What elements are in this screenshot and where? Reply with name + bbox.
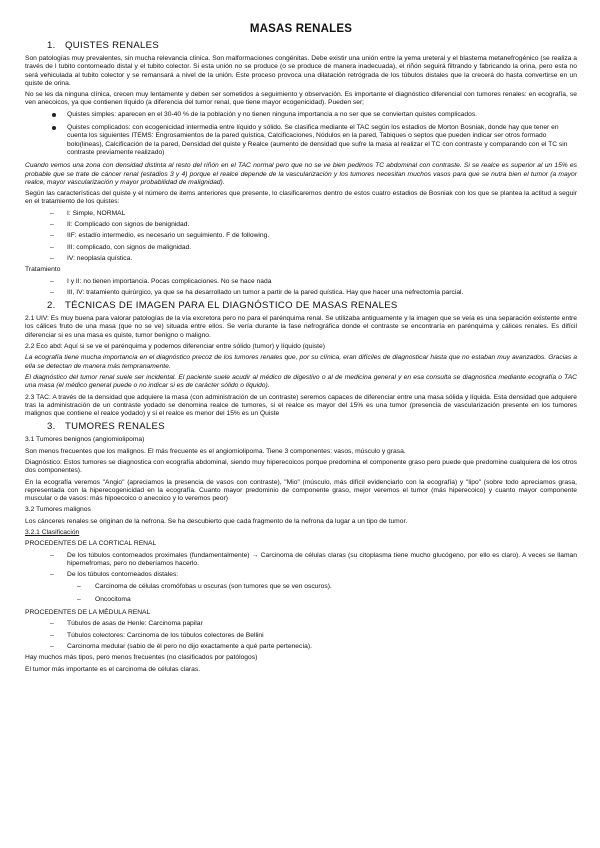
list-item: Quistes simples: aparecen en el 30-40 % de la población y no tienen ninguna importancia a no ser que se conviertan quistes complicados. xyxy=(25,111,577,119)
bosniak-stages-list xyxy=(25,210,577,263)
medular-heading: PROCEDENTES DE LA MÉDULA RENAL xyxy=(25,609,151,617)
subsection-title: 3.1 Tumores benignos (angiomiolipoma) xyxy=(25,436,145,444)
paragraph: El tumor más importante es el carcinoma de células claras. xyxy=(25,665,201,673)
list-item: – IV: neoplasia quística. xyxy=(25,255,577,263)
section-number: 3. xyxy=(47,421,56,433)
distal-list xyxy=(25,583,577,605)
paragraph: La ecografía tiene mucha importancia en el diagnóstico precoz de los tumores renales que, por su clínica, eran difíciles de diagnosticar hasta que no estaban muy avanzados. Gracias a ella se detectan de manera más tempranamente. xyxy=(25,354,577,370)
section-number: 1. xyxy=(47,40,56,51)
list-item: – De los túbulos contorneados proximales (fundamentalmente) → Carcinoma de células claras (su citoplasma tiene mucho glucógeno, por ello es claro). A veces se llaman hipernefromas, pero no deberíamos hacerlo. xyxy=(25,552,577,569)
list-item: – I: Simple, NORMAL xyxy=(25,210,577,218)
list-item: Quistes complicados: con ecogenicidad intermedia entre líquido y sólido. Se clasifica mediante el TAC según los estadios de Morton Bosniak, donde hay que tener en cuenta los siguientes ITEMS: Engrosamientos de la pared quística, Calcificaciones, Nódulos en la pared, Tabiques o septos que pueden indicar ser otros formado bolo(lineas), Calcificación de la pared, Densidad del quiste y Realce (aumento de densidad que sufre la masa al realizar el TC con contraste y comparando con el TC sin contraste previamente realizado) xyxy=(25,124,577,157)
medular-list xyxy=(25,620,577,651)
section-heading-tecnicas xyxy=(25,300,577,312)
subsection-title: 3.2.1 Clasificación xyxy=(25,529,80,537)
document-title: MASAS RENALES xyxy=(249,23,353,35)
section-number: 2. xyxy=(47,300,56,312)
section-heading-quistes xyxy=(25,40,577,52)
list-item: – Carcinoma medular (sabio de él pero no dijo exactamente a qué parte pertenecía). xyxy=(25,643,577,651)
paragraph: En la ecografía veremos "Angio" (apreciamos la presencia de vasos con contraste), "Mio" (músculo, más difícil evidenciarlo con la ecografía) y "lipo" (sobre todo apreciamos grasa, representada con la hiperecogenicidad en la ecografía. Cuanto mayor predominio de componente graso, mejor veremos el tumor (más hiperecoico) y cuanto mayor componente muscular o de vasos: más hipoecoico o anecoico y lo veremos peor) xyxy=(25,478,577,503)
list-item: – Túbulos de asas de Henle: Carcinoma papilar xyxy=(25,620,577,628)
treatment-label: Tratamiento xyxy=(25,266,61,274)
cyst-types-list xyxy=(25,111,577,157)
cortical-heading: PROCEDENTES DE LA CORTICAL RENAL xyxy=(25,540,157,548)
list-item: – Carcinoma de células cromófobas u oscuras (son tumores que se ven oscuros). xyxy=(25,583,577,591)
paragraph: Cuando vemos una zona con densidad distinta al resto del riñón en el TAC normal pero que no se ve bien pedimos TC abdominal con contraste. Si se realce es superior al un 15% es probable que se trate de cáncer renal (estadios 3 y 4) porque el realce depende de la vascularización y los tumores necesitan muchos vasos para que se nutra bien el tumor (a mayor realce, mayor vascularización y mayor probabilidad de malignidad). xyxy=(25,162,577,186)
list-item xyxy=(25,571,577,604)
section-heading-text: TUMORES RENALES xyxy=(65,421,165,433)
paragraph: Los cánceres renales se originan de la nefrona. Se ha descubierto que cada fragmento de la nefrona da lugar a un tipo de tumor. xyxy=(25,517,408,525)
section-heading-text: TÉCNICAS DE IMAGEN PARA EL DIAGNÓSTICO DE MASAS RENALES xyxy=(65,300,398,312)
treatment-list xyxy=(25,278,577,298)
section-heading-tumores xyxy=(25,421,577,433)
paragraph: 2.1 UIV: Es muy buena para valorar patologías de la vía excretora pero no para el parénquima renal. Se utilizaba antiguamente y la imagen que se veía es una separación existente entre los cálices fruto de una masa (que no se ve) situada entre ellos. Se vería durante la fase nefrográfica donde el contraste se encontraría en parénquima y cálices renales. Es difícil diferenciar si es una masa es quiste, tumor benigno o maligno. xyxy=(25,315,577,339)
list-item-text: De los túbulos contorneados distales: xyxy=(67,571,179,579)
list-item: – II: Complicado con signos de benignidad. xyxy=(25,221,577,229)
list-item: – III, IV: tratamiento quirúrgico, ya que se ha desarrollado un tumor a partir de la pared quística. Hay que hacer una nefrectomía parcial. xyxy=(25,289,577,297)
paragraph: No se les da ninguna clínica, crecen muy lentamente y deben ser sometidos a seguimiento y observación. Es importante el diagnóstico diferencial con tumores renales: en ecografía, se ven anecoicos, ya que contienen líquido (a diferencia del tumor renal, que tiene mayor ecogenicidad). Pueden ser; xyxy=(25,91,577,107)
list-item: – III: complicado, con signos de malignidad. xyxy=(25,244,577,252)
paragraph: Diagnóstico: Estos tumores se diagnostica con ecografía abdominal, siendo muy hiperecoicos porque predomina el componente graso pero puede que predomine cualquiera de los otros dos componentes). xyxy=(25,458,577,475)
list-item: – IIF: estadío intermedio, es necesario un seguimiento. F de following. xyxy=(25,232,577,240)
paragraph: El diagnóstico del tumor renal suele ser incidental. El paciente suele acudir al médico de digestivo o al de medicina general y en esa consulta se diagnostica mediante ecografía o TAC una masa (el médico general puede o no indicar si es de carácter sólido o líquido). xyxy=(25,373,577,390)
cortical-list xyxy=(25,552,577,604)
paragraph: Según las características del quiste y el número de items anteriores que presente, lo clasificaremos dentro de estos cuatro estadios de Bosniak con los que se plantea la actitud a seguir en el tratamiento de los quistes: xyxy=(25,190,577,206)
paragraph: Son menos frecuentes que los malignos. El más frecuente es el angiomiolipoma. Tiene 3 componentes: vasos, músculo y grasa. xyxy=(25,447,406,455)
paragraph: Hay muchos más tipos, pero menos frecuentes (no clasificados por patólogos) xyxy=(25,654,258,662)
paragraph: 2.2 Eco abd: Aquí si se ve el parénquima y podemos diferenciar entre sólido (tumor) y líquido (quiste) xyxy=(25,343,325,351)
section-heading-text: QUISTES RENALES xyxy=(65,40,160,51)
paragraph: 2.3 TAC: A través de la densidad que adquiere la masa (con administración de un contraste) seremos capaces de diferenciar entre una masa sólida y líquida. Esta densidad que adquiere tras la administración de un contraste yodado se denomina realce de tumores, si el realce es mayor del 15% es una tumor (presencia de vascularización presente en los tumores malignos que contiene el realce yodado) y si el realce es menor del 15% es un Quiste xyxy=(25,393,577,418)
subsection-title: 3.2 Tumores malignos xyxy=(25,506,91,514)
list-item: – I y II: no tienen importancia. Pocas complicaciones. No se hace nada xyxy=(25,278,577,286)
list-item: – Oncocitoma xyxy=(25,596,577,604)
paragraph: Son patologías muy prevalentes, sin mucha relevancia clínica. Son malformaciones congénitas. Debe existir una unión entre la yema ureteral y el blastema metanefrogénico (se realiza a través de l tubito contorneado distal y el tubito colector. Si esta unión no se produce (o se produce de manera inadecuada), el riñón seguirá filtrando y fabricando la orina, pero esta no será vehiculada al tubito colector y se remansará a nivel de la unión. Este proceso provoca una dilatación retrógrada de los túbulos distales que la crecerá do hasta convertirse en un quiste de orina. xyxy=(25,55,577,87)
list-item: – Túbulos colectores: Carcinoma de los túbulos colectores de Bellini xyxy=(25,632,577,640)
